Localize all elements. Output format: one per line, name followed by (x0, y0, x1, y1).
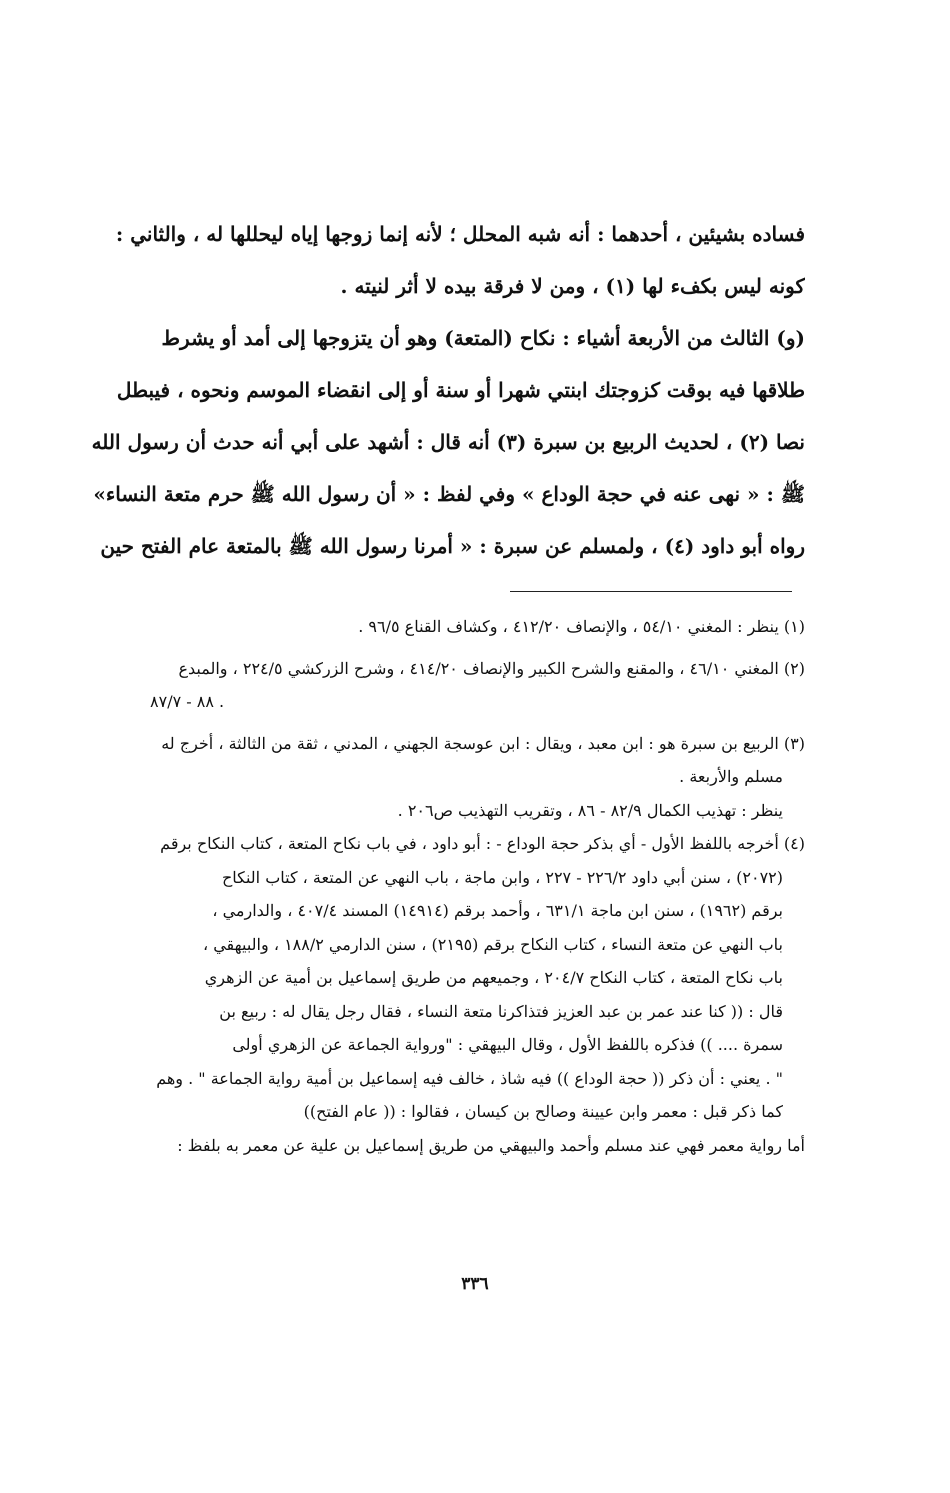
footnote-line: " . يعني : أن ذكر (( حجة الوداع )) فيه شاذ ، خالف فيه إسماعيل بن أمية رواية الجماعة " . وهم (156, 1068, 783, 1088)
footnote-line: (١) ينظر : المغني ٥٤/١٠ ، والإنصاف ٤١٢/٢٠ ، وكشاف القناع ٩٦/٥ . (358, 617, 805, 636)
footnote-line: (٣) الربيع بن سبرة هو : ابن معبد ، ويقال : ابن عوسجة الجهني ، المدني ، ثقة من الثالثة ، أخرج له (161, 733, 805, 753)
footnote-line: قال : (( كنا عند عمر بن عبد العزيز فتذاكرنا متعة النساء ، فقال رجل يقال له : ربيع بن (219, 1001, 783, 1021)
footnote-line: باب النهي عن متعة النساء ، كتاب النكاح برقم (٢١٩٥) ، سنن الدارمي ١٨٨/٢ ، والبيهقي ، (202, 934, 783, 954)
footnote-separator (510, 591, 792, 592)
footnote-line: سمرة .... )) فذكره باللفظ الأول ، وقال البيهقي : "ورواية الجماعة عن الزهري أولى (232, 1035, 783, 1054)
main-text-line: رواه أبو داود (٤) ، ولمسلم عن سبرة : « أمرنا رسول الله ﷺ بالمتعة عام الفتح حين (100, 534, 805, 558)
footnote-line: ينظر : تهذيب الكمال ٨٢/٩ - ٨٦ ، وتقريب التهذيب ص٢٠٦ . (397, 800, 783, 820)
footnote-line: (٤) أخرجه باللفظ الأول - أي بذكر حجة الوداع - : أبو داود ، في باب نكاح المتعة ، كتاب النكاح برقم (160, 834, 805, 853)
main-text-line: ﷺ : « نهى عنه في حجة الوداع » وفي لفظ : « أن رسول الله ﷺ حرم متعة النساء» (93, 482, 805, 506)
main-text-line: (و) الثالث من الأربعة أشياء : نكاح (المتعة) وهو أن يتزوجها إلى أمد أو يشرط (161, 326, 805, 350)
footnote-2 (40, 652, 805, 719)
main-text-line: فساده بشيئين ، أحدهما : أنه شبه المحلل ؛ لأنه إنما زوجها إياه ليحللها له ، والثاني : (115, 222, 805, 246)
footnotes (40, 610, 805, 1162)
footnote-3 (40, 727, 805, 828)
footnote-line: مسلم والأربعة . (679, 767, 783, 786)
main-text-line: طلاقها فيه بوقت كزوجتك ابنتي شهرا أو سنة أو إلى انقضاء الموسم ونحوه ، فيبطل (116, 378, 805, 402)
footnote-line: باب نكاح المتعة ، كتاب النكاح ٢٠٤/٧ ، وجميعهم من طريق إسماعيل بن أمية عن الزهري (204, 968, 783, 987)
footnote-line: (٢) المغني ٤٦/١٠ ، والمقنع والشرح الكبير والإنصاف ٤١٤/٢٠ ، وشرح الزركشي ٢٢٤/٥ ، والمبدع (178, 658, 805, 678)
footnote-line: . ٨٨ - ٨٧/٧ (150, 692, 225, 711)
footnote-4 (40, 827, 805, 1162)
page-number: ٣٣٦ (461, 1274, 489, 1294)
footnote-1 (40, 610, 805, 644)
footnote-line: (٢٠٧٢) ، سنن أبي داود ٢٢٦/٢ - ٢٢٧ ، وابن ماجة ، باب النهي عن المتعة ، كتاب النكاح (221, 867, 783, 887)
footnote-line: أما رواية معمر فهي عند مسلم وأحمد والبيهقي من طريق إسماعيل بن علية عن معمر به بلفظ : (177, 1135, 805, 1155)
main-text (40, 208, 805, 572)
footnote-line: برقم (١٩٦٢) ، سنن ابن ماجة ٦٣١/١ ، وأحمد برقم (١٤٩١٤) المسند ٤٠٧/٤ ، والدارمي ، (212, 901, 783, 920)
footnote-line: كما ذكر قبل : معمر وابن عيينة وصالح بن كيسان ، فقالوا : (( عام الفتح)) (303, 1102, 783, 1121)
main-text-line: نصا (٢) ، لحديث الربيع بن سبرة (٣) أنه قال : أشهد على أبي أنه حدث أن رسول الله (91, 430, 805, 454)
main-text-line: كونه ليس بكفء لها (١) ، ومن لا فرقة بيده لا أثر لنيته . (340, 274, 805, 298)
